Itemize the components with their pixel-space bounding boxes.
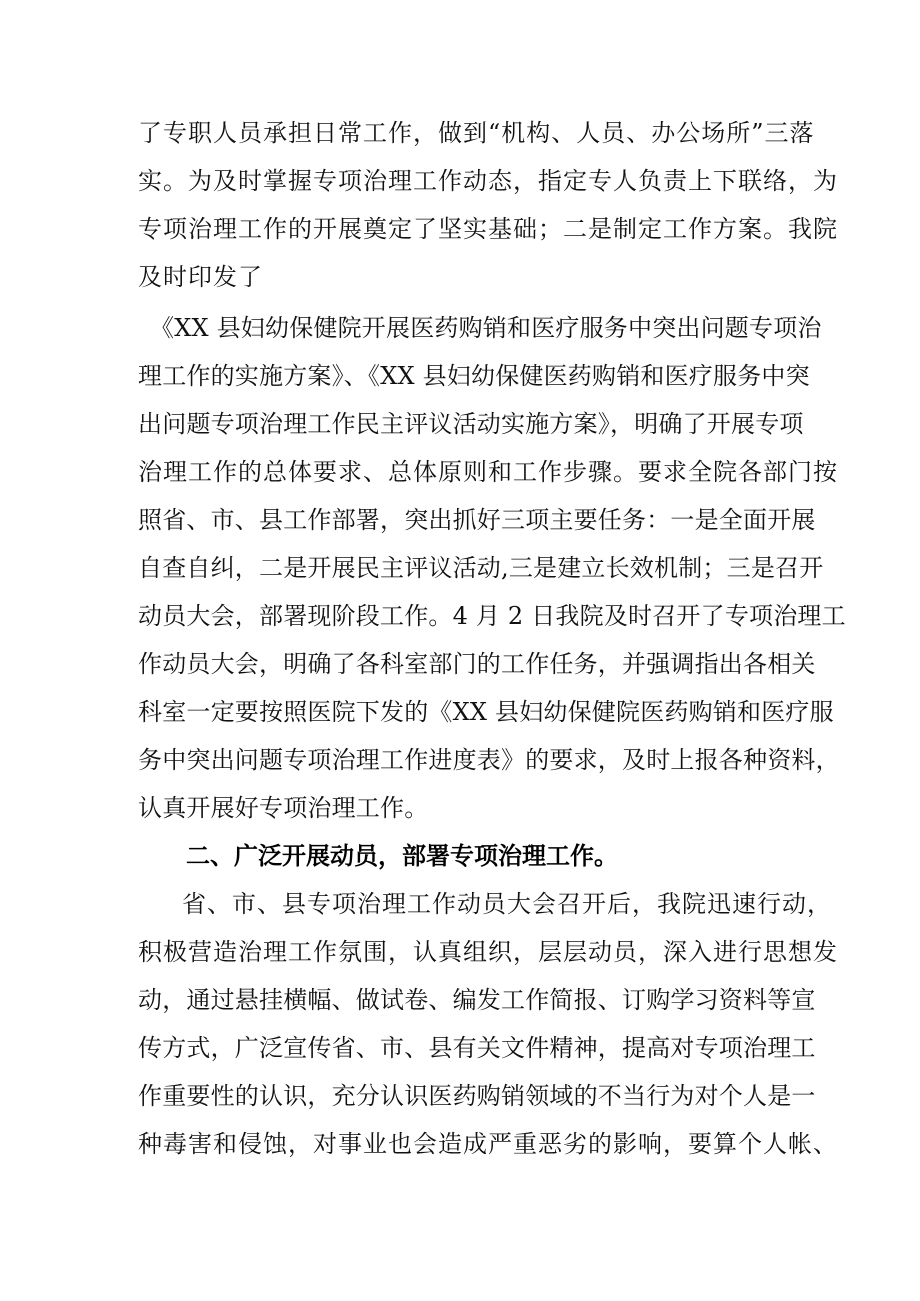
text-line: 专项治理工作的开展奠定了坚实基础；二是制定工作方案。我院 <box>138 215 838 243</box>
text-line: 理工作的实施方案》、《XX 县妇幼保健医药购销和医疗服务中突 <box>138 362 810 390</box>
text-line: 治理工作的总体要求、总体原则和工作步骤。要求全院各部门按 <box>138 458 838 486</box>
text-line: 省、市、县专项治理工作动员大会召开后，我院迅速行动， <box>182 890 832 918</box>
text-line: 传方式，广泛宣传省、市、县有关文件精神，提高对专项治理工 <box>138 1034 816 1062</box>
text-line: 务中突出问题专项治理工作进度表》的要求，及时上报各种资料， <box>138 746 840 774</box>
text-line: 认真开展好专项治理工作。 <box>138 794 429 822</box>
text-line: 《XX 县妇幼保健院开展医药购销和医疗服务中突出问题专项治 <box>150 314 822 342</box>
text-line: 积极营造治理工作氛围，认真组织，层层动员，深入进行思想发 <box>138 938 838 966</box>
text-line: 照省、市、县工作部署，突出抓好三项主要任务：一是全面开展 <box>138 506 816 534</box>
text-line: 自查自纠，二是开展民主评议活动,三是建立长效机制；三是召开 <box>138 554 824 582</box>
text-line: 作动员大会，明确了各科室部门的工作任务，并强调指出各相关 <box>138 650 816 678</box>
text-line: 动员大会，部署现阶段工作。4 月 2 日我院及时召开了专项治理工 <box>138 602 846 630</box>
text-line: 动，通过悬挂横幅、做试卷、编发工作简报、订购学习资料等宣 <box>138 986 816 1014</box>
section-heading: 二、广泛开展动员，部署专项治理工作。 <box>186 842 618 870</box>
text-line: 出问题专项治理工作民主评议活动实施方案》，明确了开展专项 <box>138 410 804 438</box>
text-line: 种毒害和侵蚀，对事业也会造成严重恶劣的影响，要算个人帐、 <box>138 1130 838 1158</box>
text-line: 实。为及时掌握专项治理工作动态，指定专人负责上下联络，为 <box>138 167 838 195</box>
text-line: 科室一定要按照医院下发的《XX 县妇幼保健院医药购销和医疗服 <box>138 698 834 726</box>
text-line: 及时印发了 <box>138 263 263 291</box>
text-line: 作重要性的认识，充分认识医药购销领域的不当行为对个人是一 <box>138 1082 816 1110</box>
text-line: 了专职人员承担日常工作，做到“机构、人员、办公场所”三落 <box>138 119 815 147</box>
